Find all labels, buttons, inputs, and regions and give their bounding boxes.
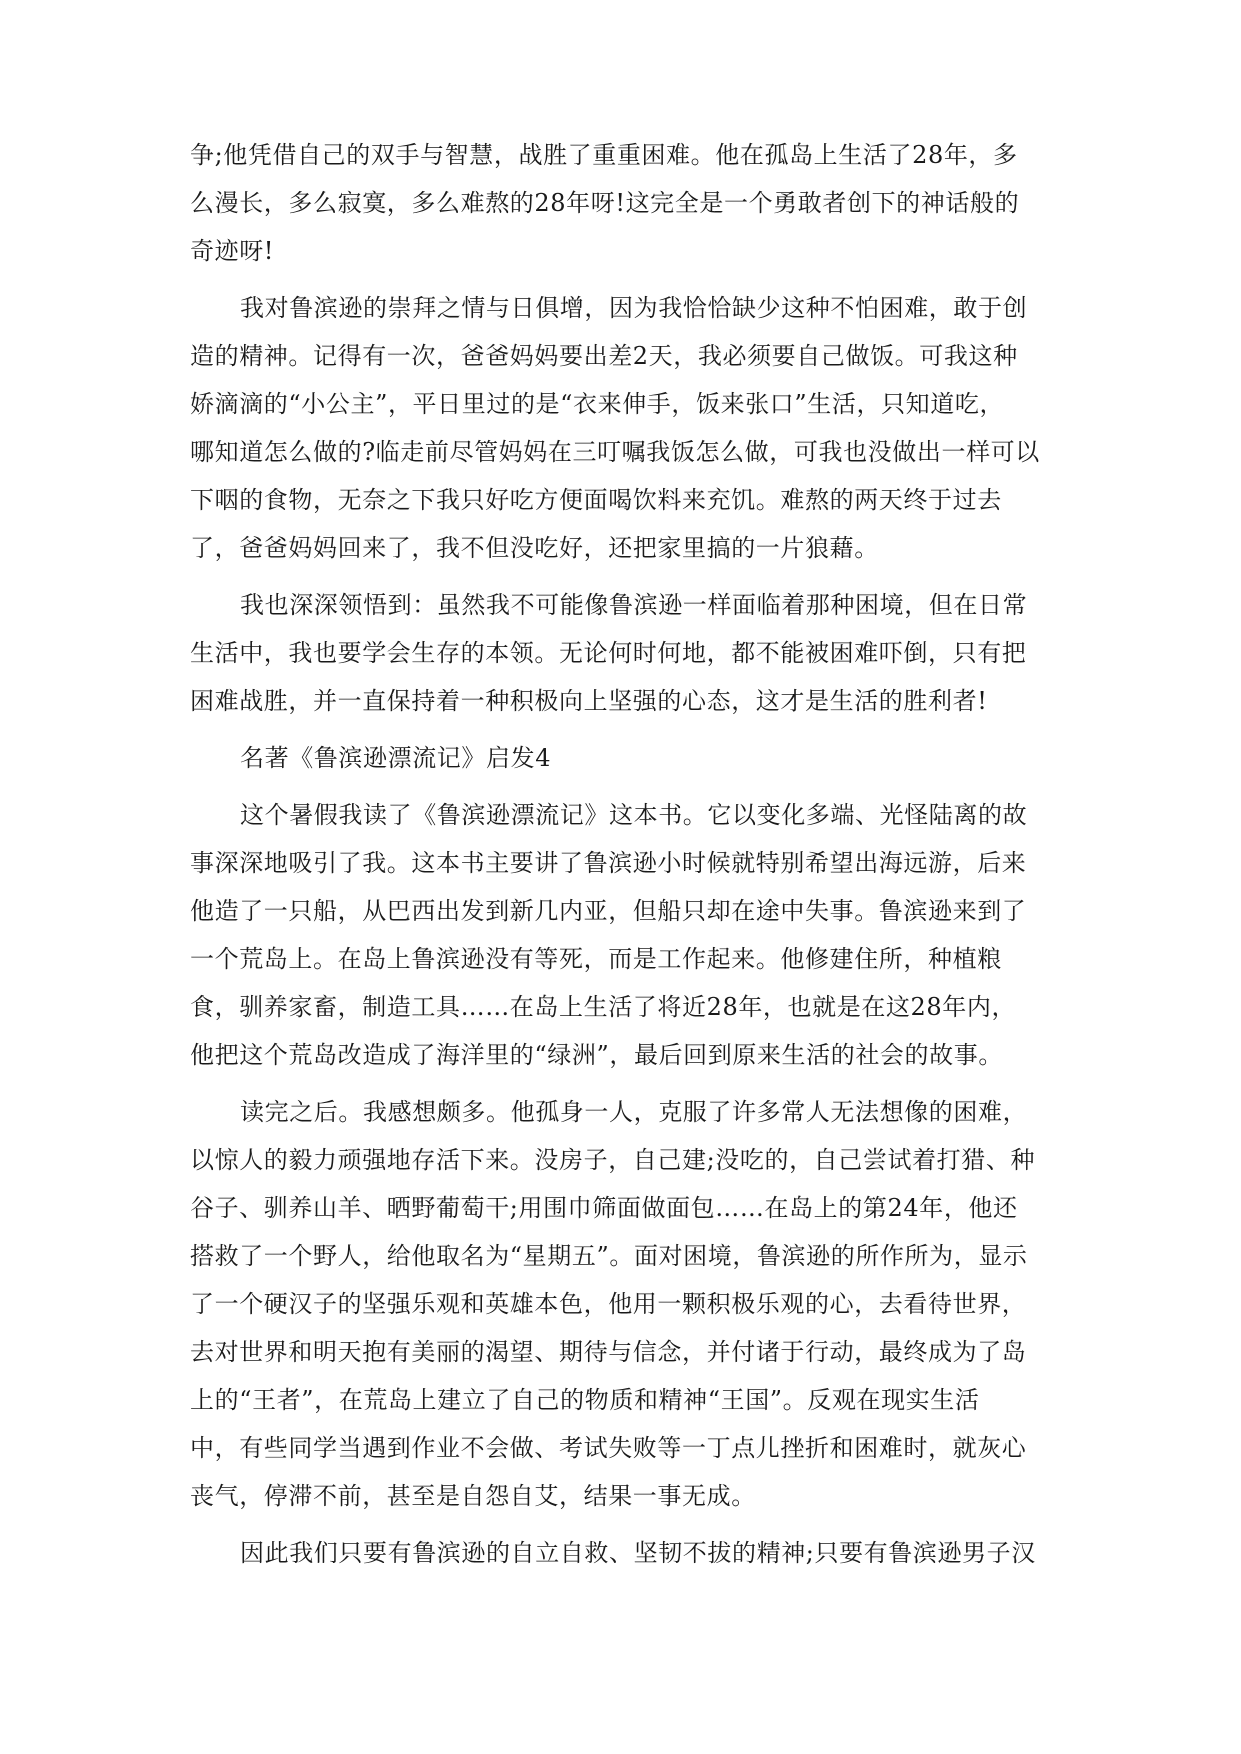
text-line: 他把这个荒岛改造成了海洋里的“绿洲”，最后回到原来生活的社会的故事。	[190, 1041, 1003, 1069]
paragraph-start: 这个暑假我读了《鲁滨逊漂流记》这本书。它以变化多端、光怪陆离的故	[240, 801, 1028, 829]
text-line: 生活中，我也要学会生存的本领。无论何时何地，都不能被困难吓倒，只有把	[190, 639, 1027, 667]
text-line: 了一个硬汉子的坚强乐观和英雄本色，他用一颗积极乐观的心，去看待世界，	[190, 1290, 1027, 1318]
text-line: 困难战胜，并一直保持着一种积极向上坚强的心态，这才是生活的胜利者!	[190, 687, 988, 715]
text-line: 造的精神。记得有一次，爸爸妈妈要出差2天，我必须要自己做饭。可我这种	[190, 342, 1018, 370]
paragraph-start: 读完之后。我感想颇多。他孤身一人，克服了许多常人无法想像的困难，	[240, 1098, 1028, 1126]
text-line: 哪知道怎么做的?临走前尽管妈妈在三叮嘱我饭怎么做，可我也没做出一样可以	[190, 438, 1040, 466]
text-line: 食，驯养家畜，制造工具……在岛上生活了将近28年，也就是在这28年内，	[190, 993, 1017, 1021]
text-line: 奇迹呀!	[190, 237, 275, 265]
section-heading: 名著《鲁滨逊漂流记》启发4	[240, 744, 552, 772]
text-line: 丧气，停滞不前，甚至是自怨自艾，结果一事无成。	[190, 1482, 756, 1510]
paragraph-start: 我也深深领悟到：虽然我不可能像鲁滨逊一样面临着那种困境，但在日常	[240, 591, 1028, 619]
text-line: 以惊人的毅力顽强地存活下来。没房子，自己建;没吃的，自己尝试着打猎、种	[190, 1146, 1036, 1174]
paragraph-start: 因此我们只要有鲁滨逊的自立自救、坚韧不拔的精神;只要有鲁滨逊男子汉	[240, 1539, 1036, 1567]
text-line: 一个荒岛上。在岛上鲁滨逊没有等死，而是工作起来。他修建住所，种植粮	[190, 945, 1002, 973]
text-line: 娇滴滴的“小公主”，平日里过的是“衣来伸手，饭来张口”生活，只知道吃，	[190, 390, 1005, 418]
text-line: 中，有些同学当遇到作业不会做、考试失败等一丁点儿挫折和困难时，就灰心	[190, 1434, 1027, 1462]
text-line: 么漫长，多么寂寞，多么难熬的28年呀!这完全是一个勇敢者创下的神话般的	[190, 189, 1020, 217]
text-line: 上的“王者”，在荒岛上建立了自己的物质和精神“王国”。反观在现实生活	[190, 1386, 980, 1414]
text-line: 谷子、驯养山羊、晒野葡萄干;用围巾筛面做面包……在岛上的第24年，他还	[190, 1194, 1018, 1222]
text-line: 了，爸爸妈妈回来了，我不但没吃好，还把家里搞的一片狼藉。	[190, 534, 879, 562]
text-line: 下咽的食物，无奈之下我只好吃方便面喝饮料来充饥。难熬的两天终于过去	[190, 486, 1002, 514]
text-line: 去对世界和明天抱有美丽的渴望、期待与信念，并付诸于行动，最终成为了岛	[190, 1338, 1027, 1366]
text-line: 搭救了一个野人，给他取名为“星期五”。面对困境，鲁滨逊的所作所为，显示	[190, 1242, 1028, 1270]
paragraph-start: 我对鲁滨逊的崇拜之情与日俱增，因为我恰恰缺少这种不怕困难，敢于创	[240, 294, 1028, 322]
text-line: 争;他凭借自己的双手与智慧，战胜了重重困难。他在孤岛上生活了28年，多	[190, 141, 1018, 169]
text-line: 他造了一只船，从巴西出发到新几内亚，但船只却在途中失事。鲁滨逊来到了	[190, 897, 1027, 925]
text-line: 事深深地吸引了我。这本书主要讲了鲁滨逊小时候就特别希望出海远游，后来	[190, 849, 1027, 877]
